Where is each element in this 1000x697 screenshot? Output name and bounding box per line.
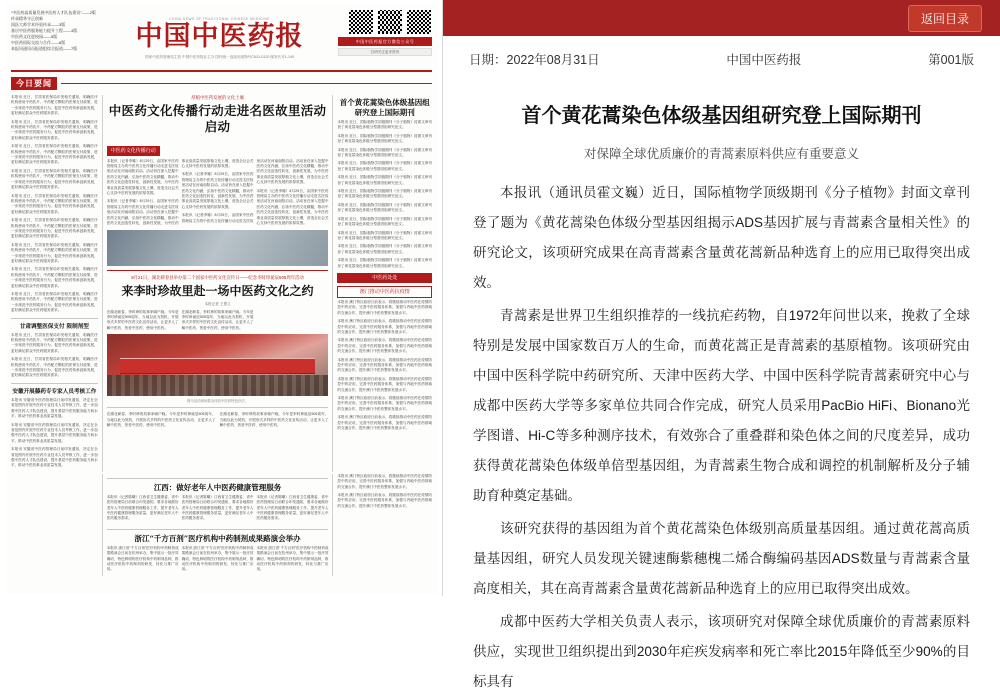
paragraph: 在湖北蕲春，李时珍的故事家喻户晓。今年是李时珍诞辰505周年，当地以此为契机，开展形式多样的中医药文化宣传活动，让更多人了解中医药、热爱中医药、使用中医药。	[181, 309, 254, 330]
photo-banner	[120, 358, 315, 374]
paragraph: 本报讯 澳门特区政府日前表示，将继续推动中医药在疫情防控中的应用，完善中医药服务体系，加强与内地中医药领域的交流合作，提升澳门中医药整体发展水平。	[337, 299, 432, 315]
masthead-red-bar: 中国中医药报官方微信公众号	[338, 37, 432, 46]
divider	[107, 270, 329, 271]
column1-article-2	[11, 398, 98, 469]
bottom-column-1	[11, 474, 98, 576]
article-paragraph: 青蒿素是世界卫生组织推荐的一线抗疟药物，自1972年问世以来，挽救了全球特别是发展中国家数百万人的生命，而黄花蒿正是青蒿素的基原植物。该项研究由中国中医科学院中药研究所、天津中医药大学、中国中医科学院青蒿素研究中心与成都中医药大学等多家单位共同合作完成，研究人员采用PacBio HiFi、Bionano光学图谱、Hi-C等多种测序技术，有效弥合了重叠群和染色体之间的尺度差异，成功获得黄花蒿染色体级单倍型基因组，为青蒿素生物合成和调控的机制解析及分子辅助育种奠定基础。	[473, 308, 970, 503]
article-body	[473, 178, 970, 697]
newspaper-columns	[11, 95, 432, 472]
paragraph: 本报讯 近日，甘肃省医保局印发相关通知，明确医疗机构使用中药饮片、中药配方颗粒的医保支付政策，进一步规范中医药服务行为，促进中医药传承创新发展，更好满足群众中医药服务需求。	[11, 218, 98, 239]
paragraph: 本报讯 近日，国际植物学顶级期刊《分子植物》封面文章刊登了黄花蒿染色体级分型基因组研究论文。	[337, 230, 432, 240]
paragraph: 本报讯 近日，国际植物学顶级期刊《分子植物》封面文章刊登了黄花蒿染色体级分型基因组研究论文。	[337, 175, 432, 185]
masthead-headline-list	[11, 8, 103, 68]
divider	[107, 478, 329, 479]
article-reader-pane[interactable]	[443, 0, 1000, 689]
paragraph: 本报讯 近日，国际植物学顶级期刊《分子植物》封面文章刊登了黄花蒿染色体级分型基因组研究论文。	[337, 189, 432, 199]
lead-headline[interactable]: 中医药文化传播行动走进名医故里活动启动	[108, 103, 327, 134]
newspaper-title: 中国中医药报	[135, 20, 304, 52]
paragraph: 在湖北蕲春，李时珍的故事家喻户晓。今年是李时珍诞辰505周年，当地以此为契机，开展形式多样的中医药文化宣传活动，让更多人了解中医药、热爱中医药、使用中医药。	[106, 412, 216, 428]
column3-article-mid	[337, 300, 432, 432]
newspaper-bottom-section	[11, 474, 432, 576]
qr-code-row	[348, 9, 432, 35]
article-photo-main	[107, 334, 329, 396]
bottom-headline-right[interactable]: 浙江“千方百剂”医疗机构中药制剂成果路演会举办	[134, 533, 301, 543]
article-subtitle: 对保障全球优质廉价的青蒿素原料供应有重要意义	[583, 147, 859, 161]
newspaper-page-viewer[interactable]	[0, 0, 443, 596]
paragraph: 本报讯（记者李娜）8月29日，由国家中医药管理局主办的中医药文化传播行动走进名医故里活动在河南南阳启动。活动旨在深入挖掘中医药文化内涵，弘扬中医药文化精髓，推动中医药文化创造性转化、创新性发展，为中医药事业高质量发展厚植文化土壤，营造全社会关心支持中医药发展的浓厚氛围。	[181, 172, 254, 209]
bottom-article-right	[107, 546, 329, 576]
article-paper-name: 中国中医药报	[726, 53, 802, 67]
masthead-left-line: 中医药文化进校园——5版	[11, 34, 58, 39]
newspaper-column-2	[107, 95, 329, 472]
second-headline[interactable]: 来李时珍故里赴一场中医药文化之约	[121, 283, 314, 298]
qr-code-icon	[406, 9, 432, 35]
paragraph: 本报讯 近日，国际植物学顶级期刊《分子植物》封面文章刊登了黄花蒿染色体级分型基因组研究论文。	[337, 147, 432, 158]
column-divider	[102, 95, 103, 472]
paragraph: 本报讯 澳门特区政府日前表示，将继续推动中医药在疫情防控中的应用，完善中医药服务体系，加强与内地中医药领域的交流合作，提升澳门中医药整体发展水平。	[337, 357, 432, 373]
paragraph: 本报讯 近日，国际植物学顶级期刊《分子植物》封面文章刊登了黄花蒿染色体级分型基因组研究论文。	[337, 202, 432, 213]
masthead-left-line: “中医药高质量发展中医药人才队伍建设”——2版	[11, 10, 96, 15]
lead-red-tag: 中医药文化传播行动	[107, 146, 160, 156]
masthead-english-line: CHINA NEWS OF TRADITIONAL CHINESE MEDICINE	[169, 16, 270, 21]
masthead-subtitle: 国家中医药管理局主管 中国中医药报社主办 国内统一连续出版物号CN11-0120 邮发代号1-149	[145, 54, 294, 59]
qr-code-icon	[348, 9, 374, 35]
masthead-grey-bar: 扫码关注更多资讯	[338, 48, 432, 56]
paragraph: 本报讯 近日，甘肃省医保局印发相关通知，明确医疗机构使用中药饮片、中药配方颗粒的医保支付政策，进一步规范中医药服务行为，促进中医药传承创新发展，更好满足群众中医药服务需求。	[11, 144, 98, 165]
newspaper-page[interactable]	[6, 4, 437, 594]
paragraph: 本报讯 澳门特区政府日前表示，将继续推动中医药在疫情防控中的应用，完善中医药服务体系，加强与内地中医药领域的交流合作，提升澳门中医药整体发展水平。	[337, 396, 432, 411]
reader-toolbar	[443, 0, 1000, 36]
bottom-column-2	[107, 474, 329, 576]
article-paragraph: 本报讯（通讯员霍文巍）近日，国际植物学顶级期刊《分子植物》封面文章刊登了题为《黄花蒿染色体级分型基因组揭示ADS基因扩展与青蒿素含量相关性》的研究论文，该项研究成果在高青蒿素含量黄花蒿新品种选育上的应用已取得突出成效。	[473, 185, 970, 290]
paragraph: 本报讯 近日，国际植物学顶级期刊《分子植物》封面文章刊登了黄花蒿染色体级分型基因组研究论文。	[337, 120, 432, 130]
paragraph: 本报讯 安徽省中医药管理局日前印发通知，决定在全省范围内开展中医药专业技术人员考核工作，进一步加强中医药人才队伍建设，提升基层中医药服务能力和水平，推动中医药事业高质量发展。	[11, 397, 98, 419]
paragraph: 本报讯 近日，甘肃省医保局印发相关通知，明确医疗机构使用中药饮片、中药配方颗粒的医保支付政策，进一步规范中医药服务行为，促进中医药传承创新发展，更好满足群众中医药服务需求。	[11, 168, 98, 190]
paragraph: 本报讯 近日，甘肃省医保局印发相关通知，明确医疗机构使用中药饮片、中药配方颗粒的医保支付政策，进一步规范中医药服务行为，促进中医药传承创新发展，更好满足群众中医药服务需求。	[11, 95, 98, 116]
masthead-left-line: 中医药国际交流与合作——6版	[11, 40, 66, 45]
back-to-contents-button[interactable]: 返回目录	[908, 5, 982, 32]
qr-code-icon	[377, 9, 403, 35]
lead-article-body	[107, 159, 329, 227]
masthead-left-line: 国医大师学术经验传承——3版	[11, 22, 66, 27]
column1-headline-2[interactable]: 安徽开展藤药专专家人员考核工作	[12, 388, 97, 395]
today-highlights-band	[11, 75, 432, 91]
paragraph: 本报讯 近日，甘肃省医保局印发相关通知，明确医疗机构使用中药饮片、中药配方颗粒的医保支付政策，进一步规范中医药服务行为，促进中医药传承创新发展，更好满足群众中医药服务需求。	[11, 119, 98, 140]
article-content	[443, 78, 1000, 697]
paragraph: 本报讯 浙江省“千方百剂”医疗机构中药制剂成果路演会日前在杭州举办，集中展示一批疗效确切、特色鲜明的医疗机构中药制剂品种，推动医疗机构中药制剂的研发、转化与推广应用。	[106, 545, 179, 572]
article-edition: 第001版	[928, 53, 974, 67]
paragraph: 本报讯 澳门特区政府日前表示，将继续推动中医药在疫情防控中的应用，完善中医药服务体系，加强与内地中医药领域的交流合作，提升澳门中医药整体发展水平。	[337, 415, 432, 431]
paragraph: 本报讯 近日，甘肃省医保局印发相关通知，明确医疗机构使用中药饮片、中药配方颗粒的医保支付政策，进一步规范中医药服务行为，促进中医药传承创新发展，更好满足群众中医药服务需求。	[11, 292, 98, 313]
bottom-column3-text	[337, 474, 432, 509]
paragraph: 本报讯（记者陈曦）江西省卫生健康委、省中医药管理局日前联合印发通知，要求各地做好老年人中医药健康管理服务工作，提升老年人中医药健康管理服务质量，更好满足老年人中医药服务需求。	[106, 494, 179, 521]
paragraph: 本报讯 近日，甘肃省医保局印发相关通知，明确医疗机构使用中药饮片、中药配方颗粒的医保支付政策，进一步规范中医药服务行为，促进中医药传承创新发展，更好满足群众中医药服务需求。	[11, 193, 98, 214]
today-tag: 今日要闻	[11, 77, 57, 90]
paragraph: 本报讯 澳门特区政府日前表示，将继续推动中医药在疫情防控中的应用，完善中医药服务体系，加强与内地中医药领域的交流合作，提升澳门中医药整体发展水平。	[337, 492, 432, 508]
masthead-left-line: 基层中医药服务能力提升工程——4版	[11, 28, 78, 33]
paragraph: 在湖北蕲春，李时珍的故事家喻户晓。今年是李时珍诞辰505周年，当地以此为契机，开展形式多样的中医药文化宣传活动，让更多人了解中医药、热爱中医药、使用中医药。	[106, 309, 179, 330]
paragraph: 本报讯（记者陈曦）江西省卫生健康委、省中医药管理局日前联合印发通知，要求各地做好老年人中医药健康管理服务工作，提升老年人中医药健康管理服务质量，更好满足老年人中医药服务需求。	[181, 494, 254, 521]
article-date: 日期：2022年08月31日	[469, 53, 600, 67]
divider	[11, 318, 98, 319]
article-paragraph: 该研究获得的基因组为首个黄花蒿染色体级别高质量基因组。通过黄花蒿高质量基因组，研究人员发现关键速酶紫穗槐二烯合酶编码基因ADS数量与青蒿素含量高度相关，其在高青蒿素含量黄花蒿新品种选育上的应用已取得突出成效。	[473, 521, 970, 596]
masthead-left-line: 传承精华守正创新	[11, 16, 43, 21]
paragraph: 本报讯 澳门特区政府日前表示，将继续推动中医药在疫情防控中的应用，完善中医药服务体系，加强与内地中医药领域的交流合作，提升澳门中医药整体发展水平。	[337, 473, 432, 489]
article-paragraph: 成都中医药大学相关负责人表示，该项研究对保障全球优质廉价的青蒿素原料供应，实现世卫组织提出到2030年疟疾发病率和死亡率比2015年降低至少90%的目标具有	[473, 614, 970, 689]
paragraph: 本报讯 澳门特区政府日前表示，将继续推动中医药在疫情防控中的应用，完善中医药服务体系，加强与内地中医药领域的交流合作，提升澳门中医药整体发展水平。	[337, 319, 432, 334]
newspaper-column-1	[11, 95, 98, 472]
article-title: 首个黄花蒿染色体级基因组研究登上国际期刊	[521, 103, 922, 127]
divider	[107, 407, 329, 408]
newspaper-masthead	[11, 8, 432, 72]
divider	[11, 383, 98, 384]
second-kicker: 8月21日，湖北蕲春县举办第二个国家中医药文化宣传日——纪念李时珍诞辰505周年活动	[131, 274, 304, 280]
article-photo-small	[107, 230, 329, 266]
paragraph: 本报讯 近日，国际植物学顶级期刊《分子植物》封面文章刊登了黄花蒿染色体级分型基因组研究论文。	[337, 258, 432, 268]
lead-kicker: 厚植中医药发展的文化土壤	[191, 95, 244, 100]
paragraph: 本报讯（记者陈曦）江西省卫生健康委、省中医药管理局日前联合印发通知，要求各地做好老年人中医药健康管理服务工作，提升老年人中医药健康管理服务质量，更好满足老年人中医药服务需求。	[256, 494, 329, 521]
column-divider	[332, 95, 333, 472]
paragraph: 本报讯 近日，甘肃省医保局印发相关通知，明确医疗机构使用中药饮片、中药配方颗粒的医保支付政策，进一步规范中医药服务行为，促进中医药传承创新发展，更好满足群众中医药服务需求。	[11, 242, 98, 263]
second-article-body	[107, 310, 329, 332]
paragraph: 本报讯（记者李娜）8月29日，由国家中医药管理局主办的中医药文化传播行动走进名医故里活动在河南南阳启动。活动旨在深入挖掘中医药文化内涵，弘扬中医药文化精髓，推动中医药文化创造性转化、创新性发展，为中医药事业高质量发展厚植文化土壤，营造全社会关心支持中医药发展的浓厚氛围。	[106, 158, 254, 225]
paragraph: 本报讯（记者李娜）8月29日，由国家中医药管理局主办的中医药文化传播行动走进名医故里活动在河南南阳启动。活动旨在深入挖掘中医药文化内涵，弘扬中医药文化精髓，推动中医药文化创造性转化、创新性发展，为中医药事业高质量发展厚植文化土壤，营造全社会关心支持中医药发展的浓厚氛围。	[106, 158, 179, 195]
column-divider	[102, 474, 103, 576]
photo-caption: 图为活动现场群众体验中医药特色疗法。	[187, 399, 249, 404]
paragraph: 本报讯 近日，甘肃省医保局印发相关通知，明确医疗机构使用中药饮片、中药配方颗粒的医保支付政策，进一步规范中医药服务行为，促进中医药传承创新发展，更好满足群众中医药服务需求。	[11, 332, 98, 353]
paragraph: 本报讯 浙江省“千方百剂”医疗机构中药制剂成果路演会日前在杭州举办，集中展示一批疗效确切、特色鲜明的医疗机构中药制剂品种，推动医疗机构中药制剂的研发、转化与推广应用。	[181, 545, 254, 572]
masthead-left-line: 本报讯通讯员报道组综合报道——7版	[11, 46, 78, 51]
divider	[107, 529, 329, 530]
paragraph: 本报讯（记者李娜）8月29日，由国家中医药管理局主办的中医药文化传播行动走进名医故里活动在河南南阳启动。活动旨在深入挖掘中医药文化内涵，弘扬中医药文化精髓，推动中医药文化创造性转化、创新性发展，为中医药事业高质量发展厚植文化土壤，营造全社会关心支持中医药发展的浓厚氛围。	[256, 188, 329, 225]
bottom-column-3	[337, 474, 432, 576]
masthead-qr-area	[336, 8, 432, 68]
paragraph: 本报讯（记者李娜）8月29日，由国家中医药管理局主办的中医药文化传播行动走进名医故里活动在河南南阳启动。活动旨在深入挖掘中医药文化内涵，弘扬中医药文化精髓，推动中医药文化创造性转化、创新性发展，为中医药事业高质量发展厚植文化土壤，营造全社会关心支持中医药发展的浓厚氛围。	[181, 158, 329, 223]
column1-article-1	[11, 333, 98, 379]
byline: 本报记者 王慧文	[204, 301, 231, 306]
second-article-continued	[107, 412, 329, 431]
newspaper-column-3	[337, 95, 432, 472]
paragraph: 本报讯 近日，甘肃省医保局印发相关通知，明确医疗机构使用中药饮片、中药配方颗粒的医保支付政策，进一步规范中医药服务行为，促进中医药传承创新发展，更好满足群众中医药服务需求。	[11, 267, 98, 288]
paragraph: 本报讯 浙江省“千方百剂”医疗机构中药制剂成果路演会日前在杭州举办，集中展示一批疗效确切、特色鲜明的医疗机构中药制剂品种，推动医疗机构中药制剂的研发、转化与推广应用。	[256, 545, 329, 572]
paragraph: 本报讯 近日，国际植物学顶级期刊《分子植物》封面文章刊登了黄花蒿染色体级分型基因组研究论文。	[337, 216, 432, 227]
column3-article-top	[337, 120, 432, 269]
paragraph: 本报讯 近日，国际植物学顶级期刊《分子植物》封面文章刊登了黄花蒿染色体级分型基因组研究论文。	[337, 133, 432, 144]
paragraph: 在湖北蕲春，李时珍的故事家喻户晓。今年是李时珍诞辰505周年，当地以此为契机，开展形式多样的中医药文化宣传活动，让更多人了解中医药、热爱中医药、使用中医药。	[219, 412, 329, 428]
paragraph: 本报讯 近日，甘肃省医保局印发相关通知，明确医疗机构使用中药饮片、中药配方颗粒的医保支付政策，进一步规范中医药服务行为，促进中医药传承创新发展，更好满足群众中医药服务需求。	[11, 357, 98, 378]
column-divider	[332, 474, 333, 576]
column3-headline-top[interactable]: 首个黄花蒿染色体级基因组研究登上国际期刊	[339, 98, 430, 117]
column1-lead-text	[11, 95, 98, 314]
paragraph: 本报讯 澳门特区政府日前表示，将继续推动中医药在疫情防控中的应用，完善中医药服务体系，加强与内地中医药领域的交流合作，提升澳门中医药整体发展水平。	[337, 338, 432, 354]
divider	[61, 83, 432, 84]
article-meta-row	[443, 36, 1000, 78]
paragraph: 本报讯 近日，国际植物学顶级期刊《分子植物》封面文章刊登了黄花蒿染色体级分型基因组研究论文。	[337, 161, 432, 171]
paragraph: 本报讯 近日，国际植物学顶级期刊《分子植物》封面文章刊登了黄花蒿染色体级分型基因组研究论文。	[337, 244, 432, 254]
column3-box-headline[interactable]: 澳门推动中医药抗疫情	[337, 286, 432, 298]
paragraph: 本报讯 澳门特区政府日前表示，将继续推动中医药在疫情防控中的应用，完善中医药服务体系，加强与内地中医药领域的交流合作，提升澳门中医药整体发展水平。	[337, 376, 432, 392]
column3-section-bar: 中医药处处	[337, 273, 432, 283]
paragraph: 本报讯 安徽省中医药管理局日前印发通知，决定在全省范围内开展中医药专业技术人员考核工作，进一步加强中医药人才队伍建设，提升基层中医药服务能力和水平，推动中医药事业高质量发展。	[11, 447, 98, 468]
column1-headline-1[interactable]: 甘肃调整医保支付 限制剂型	[19, 323, 89, 330]
masthead-center	[103, 8, 336, 68]
photo-crowd	[107, 375, 329, 396]
bottom-headline-left[interactable]: 江西：做好老年人中医药健康管理服务	[153, 482, 282, 492]
paragraph: 本报讯 安徽省中医药管理局日前印发通知，决定在全省范围内开展中医药专业技术人员考核工作，进一步加强中医药人才队伍建设，提升基层中医药服务能力和水平，推动中医药事业高质量发展。	[11, 422, 98, 443]
bottom-article-left	[107, 495, 329, 525]
